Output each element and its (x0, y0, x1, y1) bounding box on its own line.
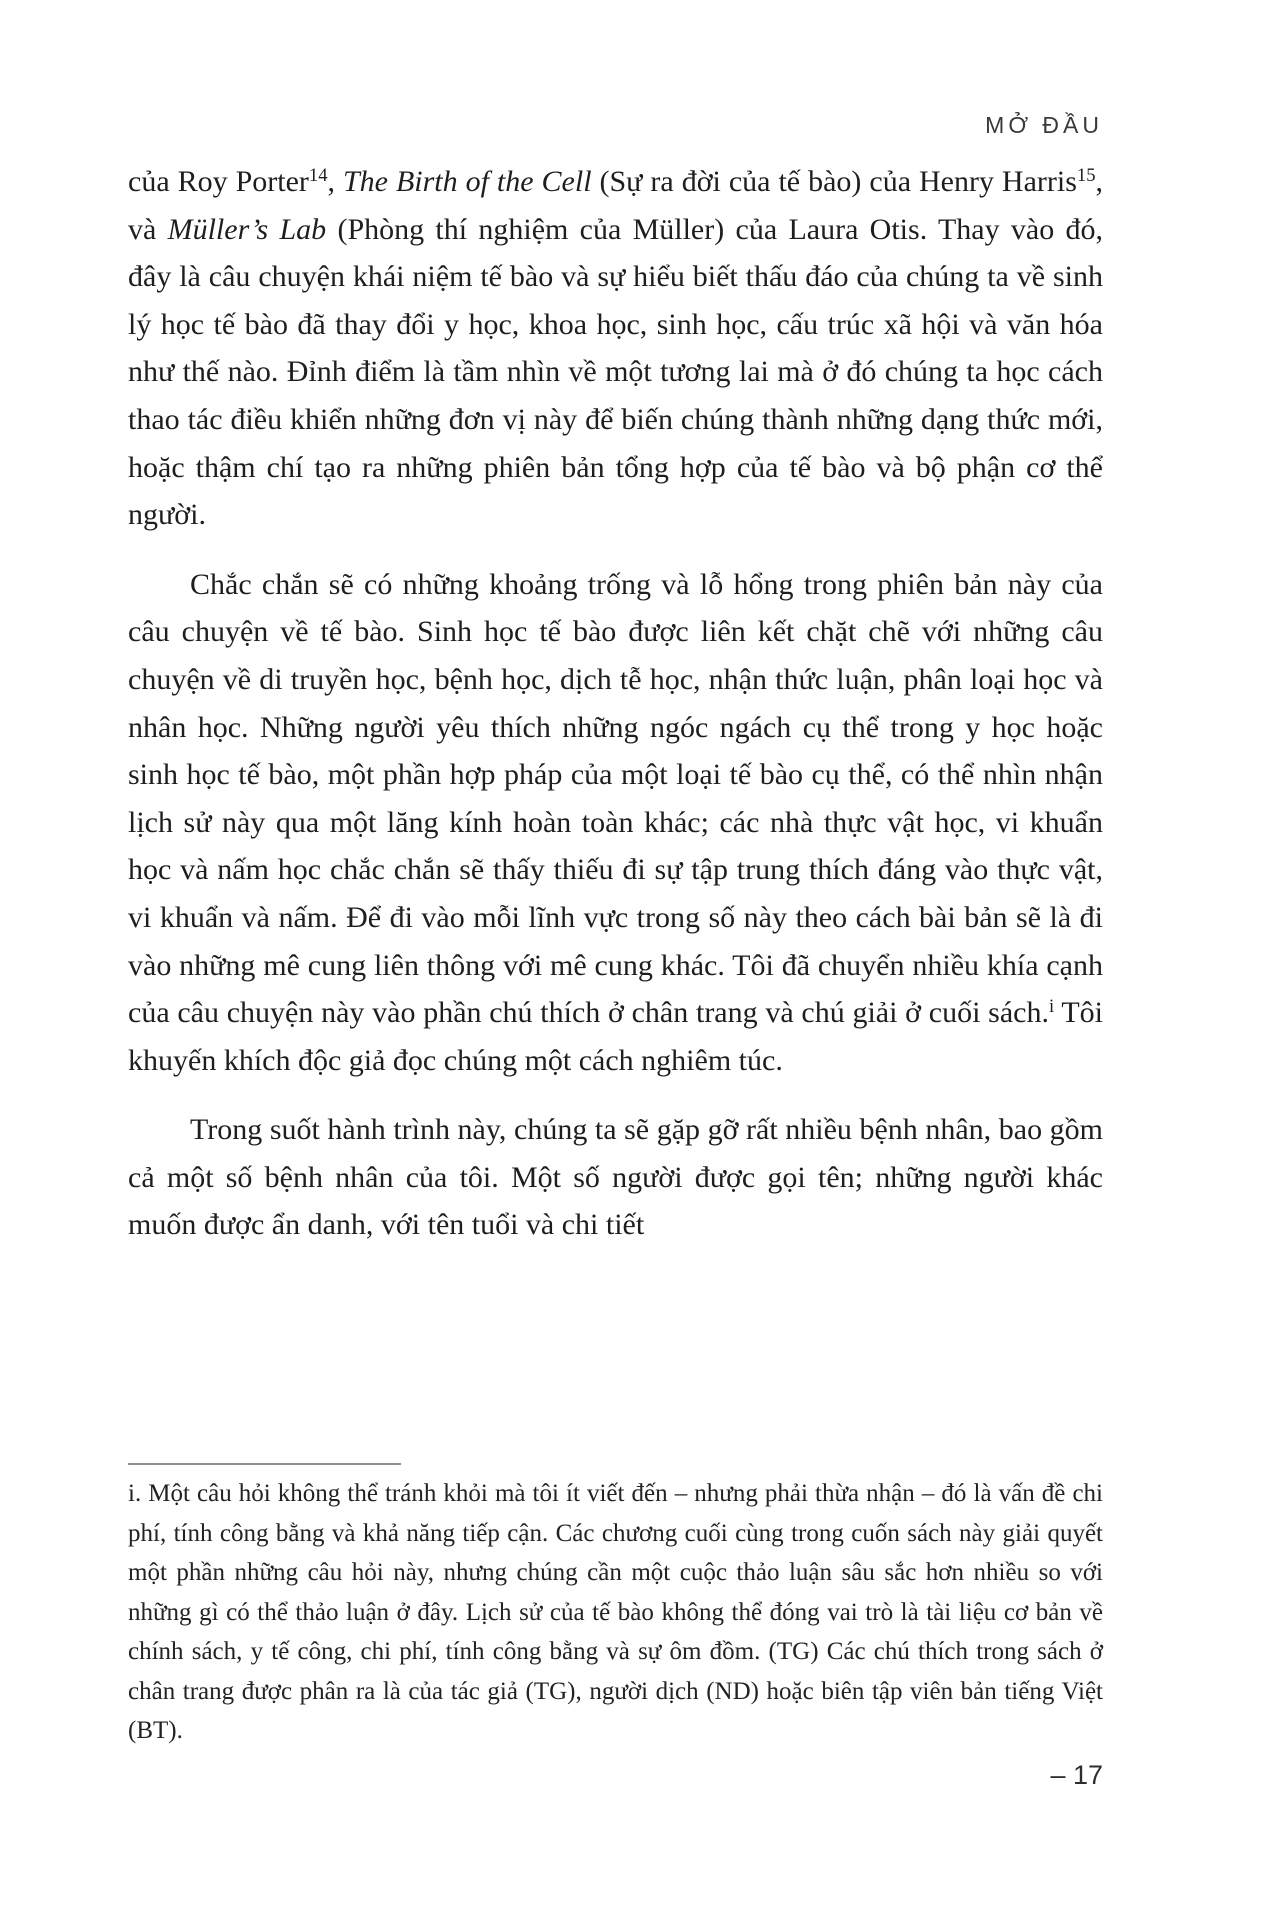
page-number: – 17 (1050, 1760, 1103, 1790)
body-text-run: Tôi khuyến khích độc giả đọc chúng một cách nghiêm túc. (128, 996, 1103, 1077)
paragraph (128, 561, 1103, 1085)
footnote-text: i. Một câu hỏi không thể tránh khỏi mà tôi ít viết đến – nhưng phải thừa nhận – đó là vấn đề chi phí, tính công bằng và khả năng tiếp cận. Các chương cuối cùng trong cuốn sách này giải quyết một phần những câu hỏi này, nhưng chúng cần một cuộc thảo luận sâu sắc hơn nhiều so với những gì có thể thảo luận ở đây. Lịch sử của tế bào không thể đóng vai trò là tài liệu cơ bản về chính sách, y tế công, chi phí, tính công bằng và sự ôm đồm. (TG) Các chú thích trong sách ở chân trang được phân ra là của tác giả (TG), người dịch (ND) hoặc biên tập viên bản tiếng Việt (BT). (128, 1480, 1103, 1744)
body-text-run: (Sự ra đời của tế bào) của Henry Harris (591, 165, 1077, 198)
running-head: MỞ ĐẦU (985, 112, 1103, 138)
book-title-italic: The Birth of the Cell (342, 165, 592, 198)
endnote-ref-14: 14 (308, 164, 328, 186)
paragraph (128, 158, 1103, 539)
body-text-run: Chắc chắn sẽ có những khoảng trống và lỗ hổng trong phiên bản này của câu chuyện về tế bào. Sinh học tế bào được liên kết chặt chẽ với những câu chuyện về di truyền học, bệnh học, dịch tễ học, nhận thức luận, phân loại học và nhân học. Những người yêu thích những ngóc ngách cụ thể trong y học hoặc sinh học tế bào, một phần hợp pháp của một loại tế bào cụ thể, có thể nhìn nhận lịch sử này qua một lăng kính hoàn toàn khác; các nhà thực vật học, vi khuẩn học và nấm học chắc chắn sẽ thấy thiếu đi sự tập trung thích đáng vào thực vật, vi khuẩn và nấm. Để đi vào mỗi lĩnh vực trong số này theo cách bài bản sẽ là đi vào những mê cung liên thông với mê cung khác. Tôi đã chuyển nhiều khía cạnh của câu chuyện này vào phần chú thích ở chân trang và chú giải ở cuối sách. (128, 567, 1103, 1030)
footnote-ref-i: i (1048, 995, 1055, 1017)
footnote-separator-rule (128, 1463, 401, 1465)
body-text-run: Trong suốt hành trình này, chúng ta sẽ gặp gỡ rất nhiều bệnh nhân, bao gồm cả một số bệnh nhân của tôi. Một số người được gọi tên; những người khác muốn được ẩn danh, với tên tuổi và chi tiết (128, 1113, 1103, 1242)
book-title-italic: Müller’s Lab (167, 212, 327, 246)
paragraph (128, 1106, 1103, 1249)
endnote-ref-15: 15 (1076, 164, 1096, 186)
body-text-run: (Phòng thí nghiệm của Müller) của Laura Otis. Thay vào đó, đây là câu chuyện khái niệm tế bào và sự hiểu biết thấu đáo của chúng ta về sinh lý học tế bào đã thay đổi y học, khoa học, sinh học, cấu trúc xã hội và văn hóa như thế nào. Đỉnh điểm là tầm nhìn về một tương lai mà ở đó chúng ta học cách thao tác điều khiển những đơn vị này để biến chúng thành những dạng thức mới, hoặc thậm chí tạo ra những phiên bản tổng hợp của tế bào và bộ phận cơ thể người. (128, 212, 1103, 532)
body-text-run: , và (128, 165, 1103, 246)
body-text-run: , (327, 165, 343, 198)
body-text-run: của Roy Porter (128, 165, 309, 198)
page-body (128, 158, 1103, 1271)
